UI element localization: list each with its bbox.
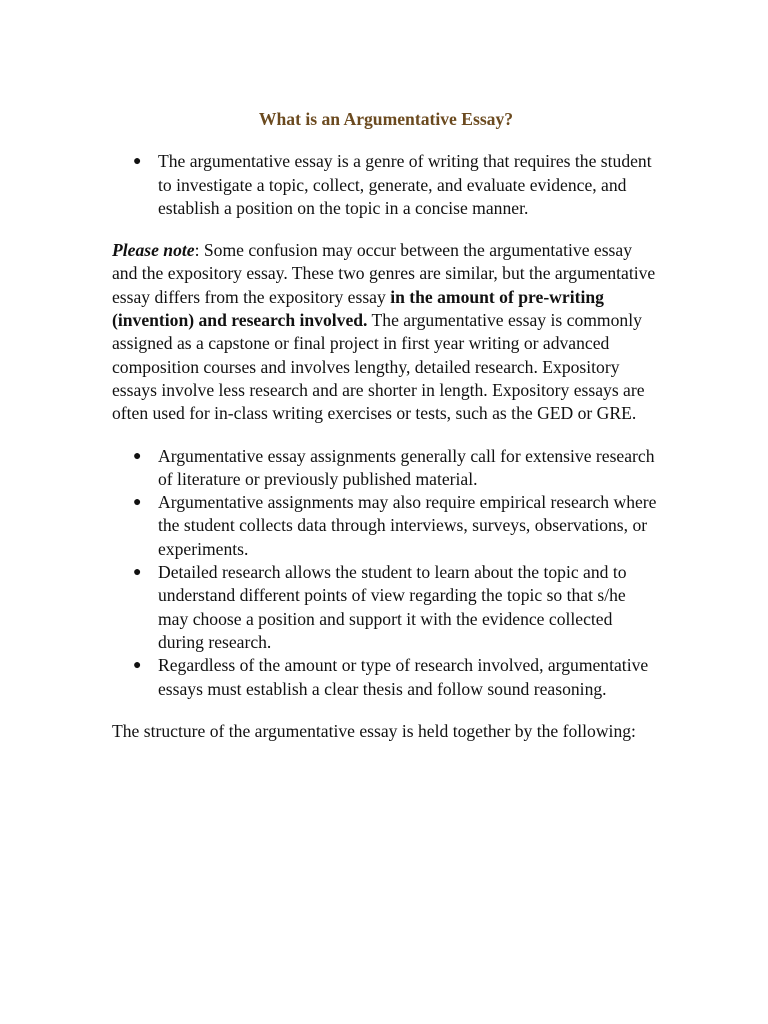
list-item-text: Regardless of the amount or type of research involved, argumentative essays must establish a clear thesis and follow sound reasoning.	[158, 655, 649, 699]
bullet-icon: ●	[133, 154, 142, 170]
list-item	[112, 445, 660, 492]
note-text-before: : Some confusion may occur between the argumentative essay and the expository essay. These two genres are similar, but the argumentative essay differs from the expository essay	[112, 240, 656, 307]
page-title: What is an Argumentative Essay?	[258, 109, 514, 129]
list-item	[112, 561, 660, 654]
note-label: Please note	[112, 240, 195, 261]
bullet-icon: ●	[133, 565, 142, 581]
document-page	[112, 108, 660, 743]
list-item	[112, 150, 660, 220]
list-item-text: Argumentative assignments may also require empirical research where the student collects data through interviews, surveys, observations, or experiments.	[158, 492, 657, 559]
list-item	[112, 491, 660, 561]
research-bullet-list	[112, 445, 660, 701]
list-item-text: Detailed research allows the student to learn about the topic and to understand different points of view regarding the topic so that s/he may choose a position and support it with the evidence collected during research.	[158, 562, 627, 652]
bullet-icon: ●	[133, 495, 142, 511]
bullet-icon: ●	[133, 448, 142, 464]
list-item	[112, 654, 660, 701]
closing-paragraph: The structure of the argumentative essay is held together by the following:	[112, 720, 636, 741]
note-paragraph	[112, 239, 660, 425]
intro-bullet-list	[112, 150, 660, 220]
bullet-icon: ●	[133, 658, 142, 674]
list-item-text: Argumentative essay assignments generally call for extensive research of literature or previously published material.	[158, 445, 655, 489]
note-bold-text: in the amount of pre-writing (invention) and research involved.	[112, 286, 604, 331]
note-text-after: The argumentative essay is commonly assigned as a capstone or final project in first year writing or advanced composition courses and involves lengthy, detailed research. Expository essays involve less research and are shorter in length. Expository essays are often used for in-class writing exercises or tests, such as the GED or GRE.	[112, 310, 645, 424]
list-item-text: The argumentative essay is a genre of writing that requires the student to investigate a topic, collect, generate, and evaluate evidence, and establish a position on the topic in a concise manner.	[158, 151, 652, 218]
